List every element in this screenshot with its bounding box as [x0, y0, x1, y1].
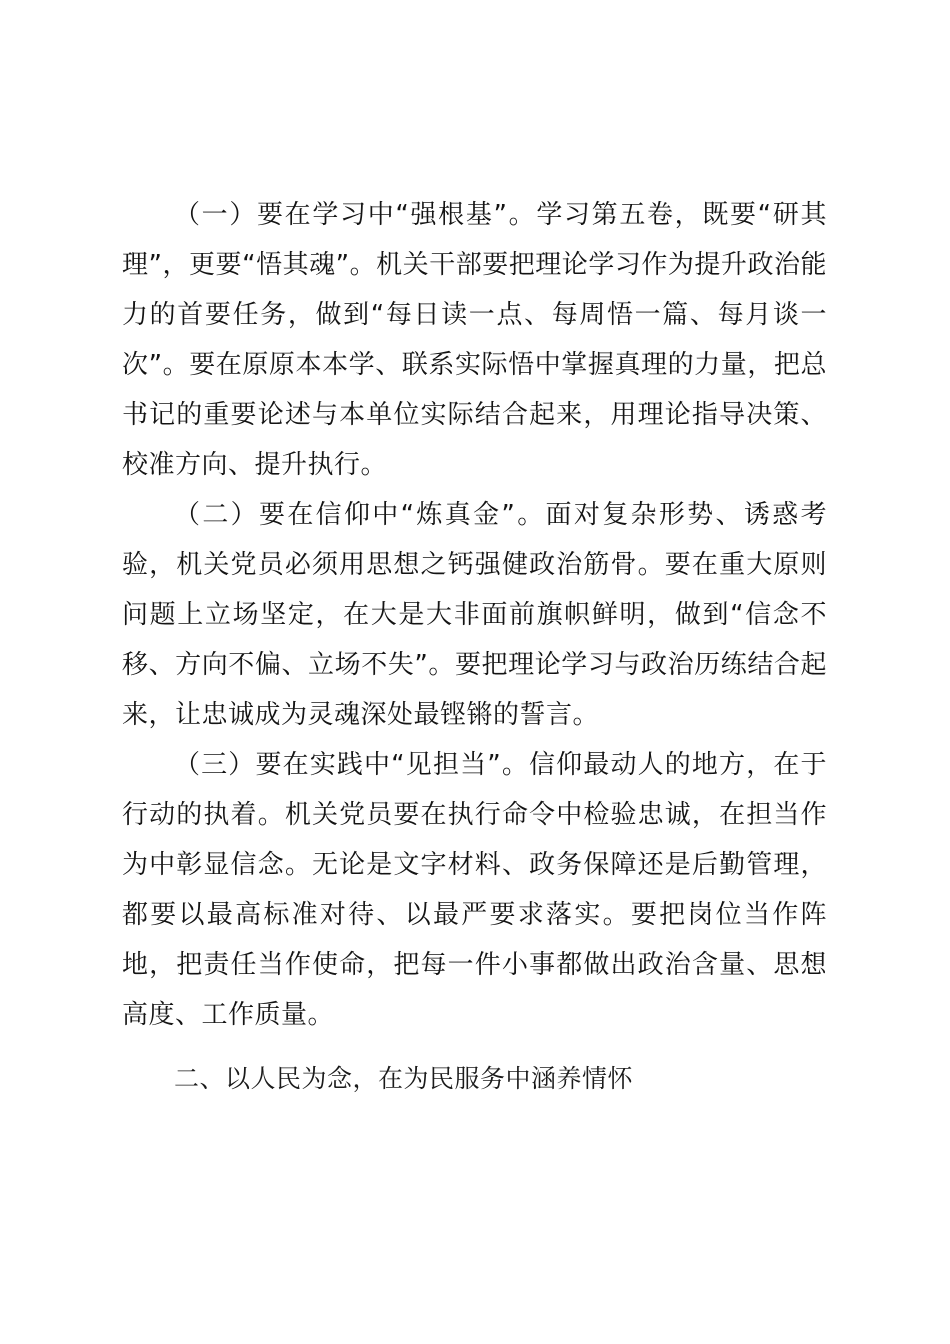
section-heading: 二、以人民为念，在为民服务中涵养情怀 [174, 1064, 634, 1093]
paragraph-faith: （二）要在信仰中“炼真金”。面对复杂形势、诱惑考验，机关党员必须用思想之钙强健政治筋骨。要在重大原则问题上立场坚定，在大是大非面前旗帜鲜明，做到“信念不移、方向不偏、立场不失”。要把理论学习与政治历练结合起来，让忠诚成为灵魂深处最铿锵的誓言。 [122, 500, 827, 730]
paragraph-study: （一）要在学习中“强根基”。学习第五卷，既要“研其理”，更要“悟其魂”。机关干部要把理论学习作为提升政治能力的首要任务，做到“每日读一点、每周悟一篇、每月谈一次”。要在原原本本学、联系实际悟中掌握真理的力量，把总书记的重要论述与本单位实际结合起来，用理论指导决策、校准方向、提升执行。 [122, 200, 827, 480]
document-body [122, 190, 827, 1104]
paragraph-practice: （三）要在实践中“见担当”。信仰最动人的地方，在于行动的执着。机关党员要在执行命令中检验忠诚，在担当作为中彰显信念。无论是文字材料、政务保障还是后勤管理，都要以最高标准对待、以最严要求落实。要把岗位当作阵地，把责任当作使命，把每一件小事都做出政治含量、思想高度、工作质量。 [122, 750, 827, 1030]
